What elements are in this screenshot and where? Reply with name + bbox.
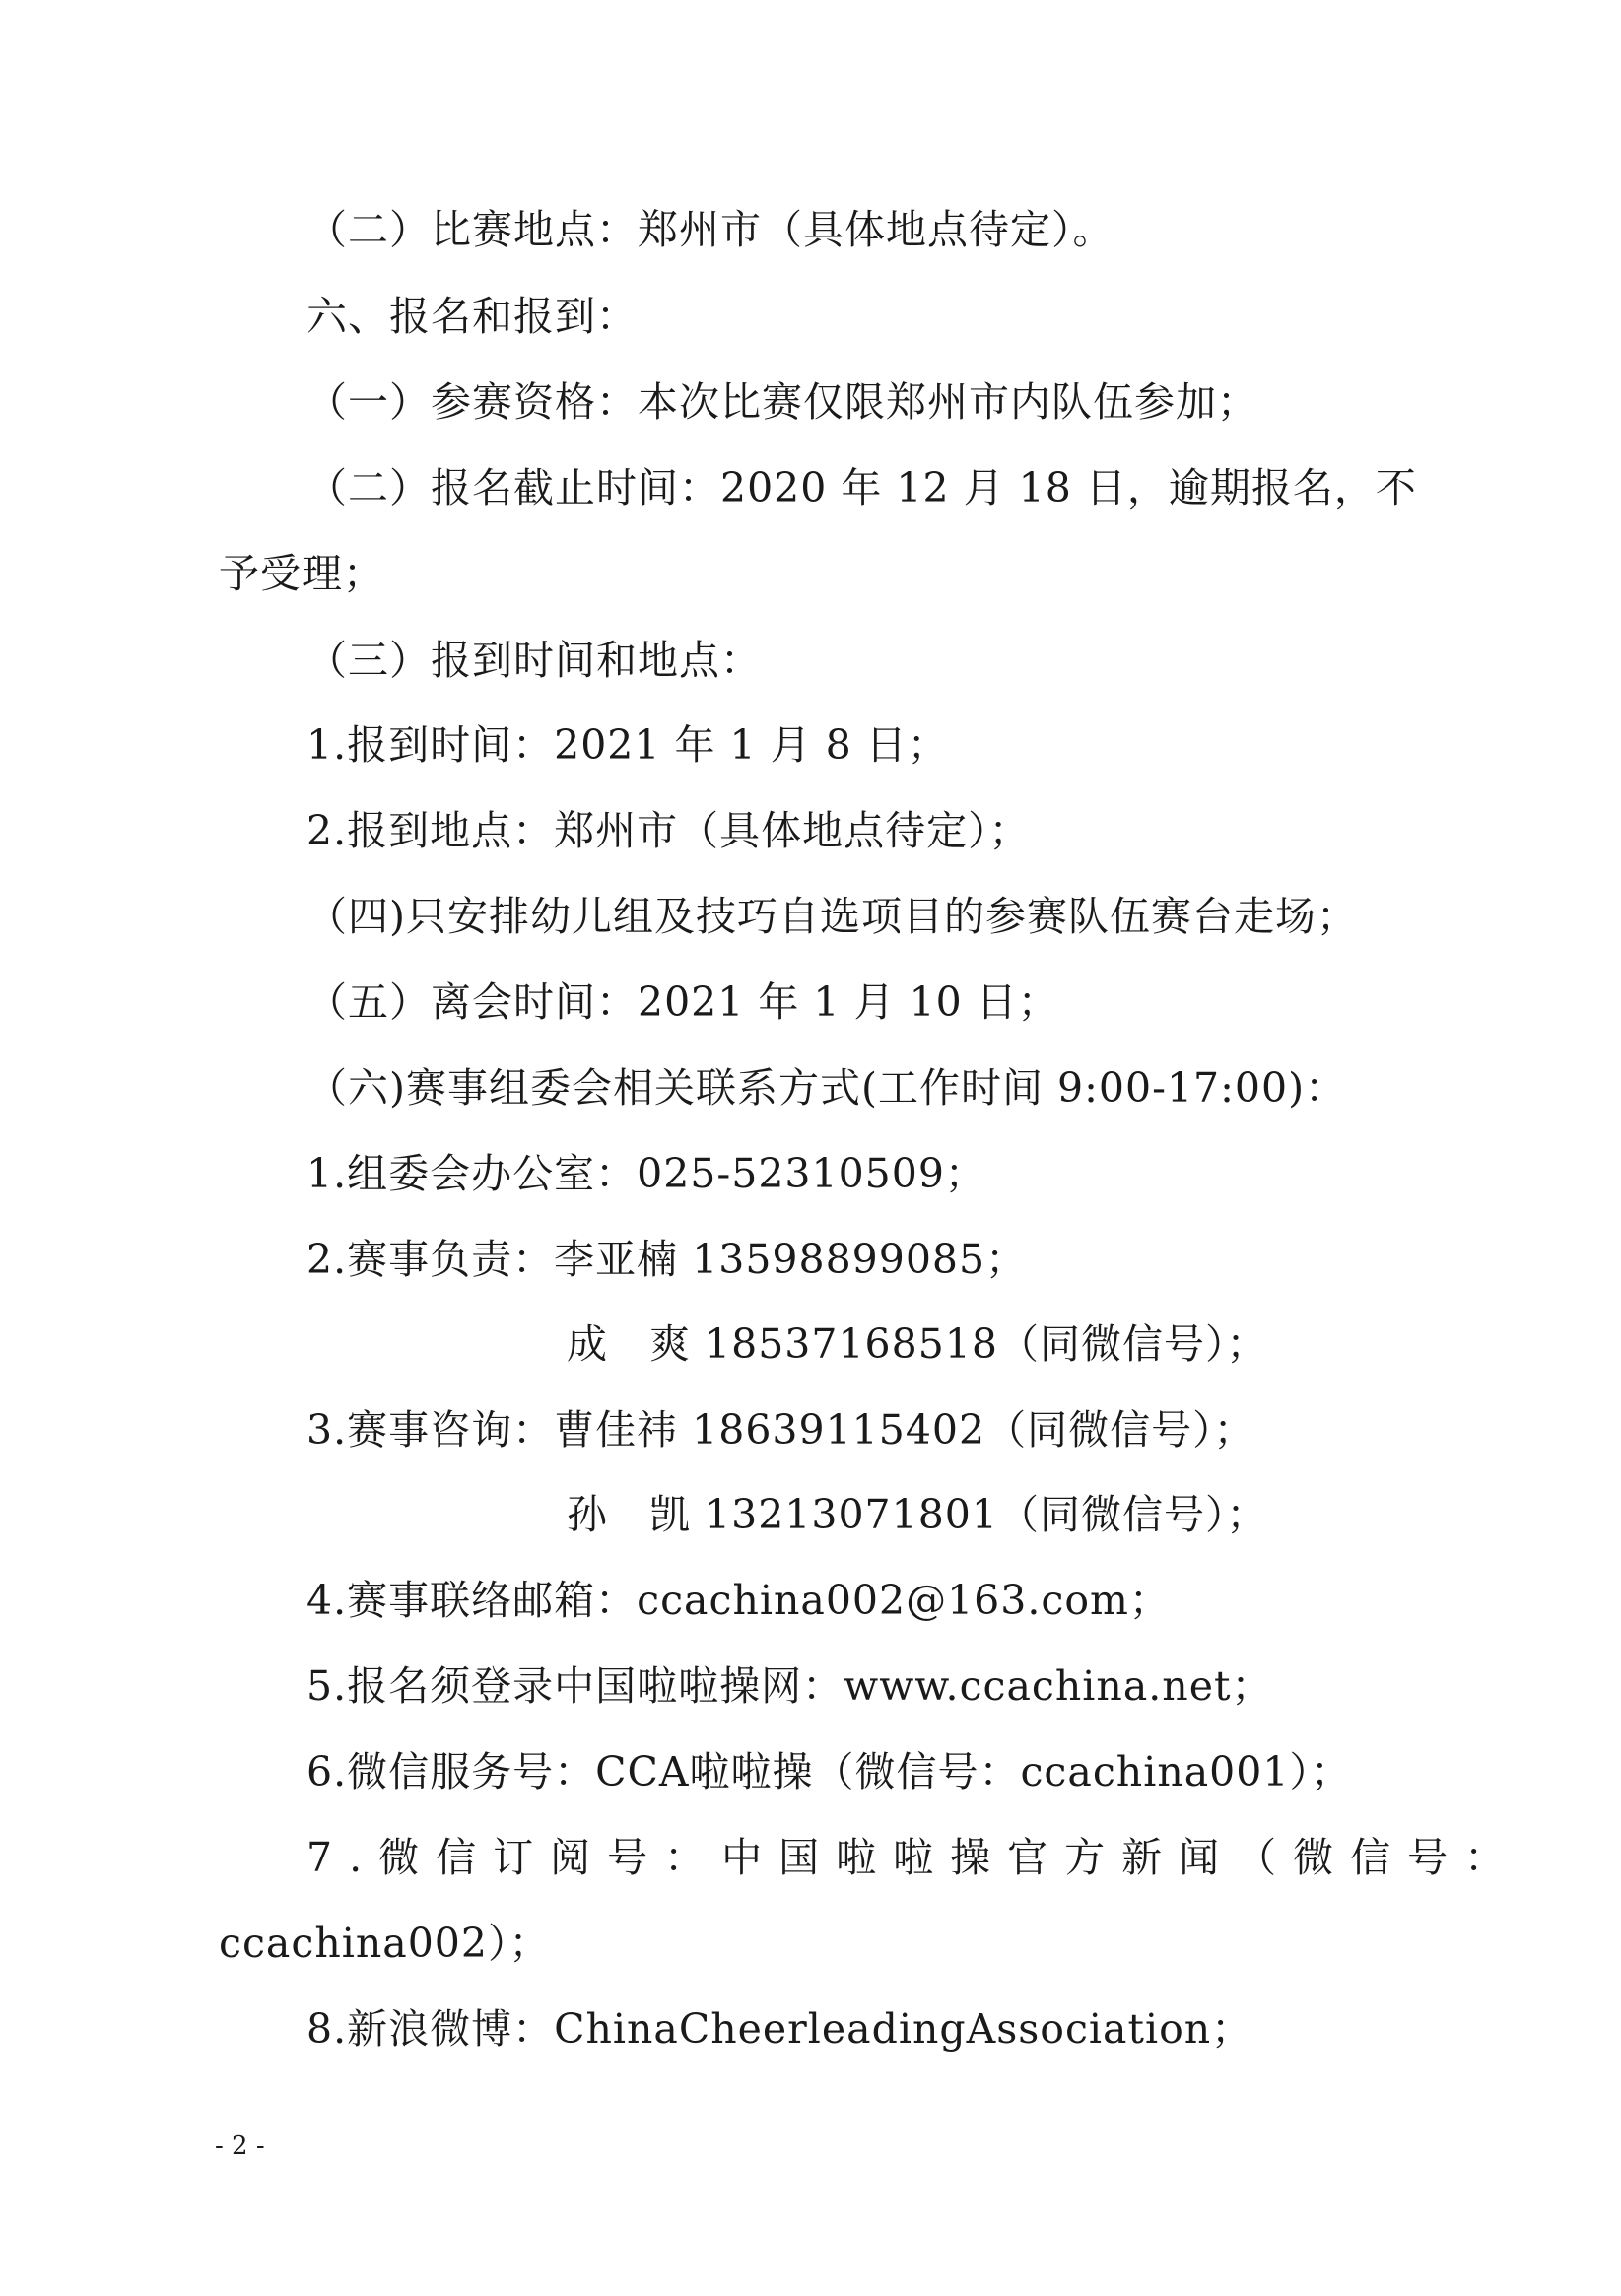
list-item-registration-website: 5.报名须登录中国啦啦操网：www.ccachina.net； [306,1662,1273,1710]
list-item-wechat-subscription: 7.微信订阅号：中国啦啦操官方新闻（微信号： [306,1834,1522,1881]
paragraph-stage-walkthrough: （四)只安排幼儿组及技巧自选项目的参赛队伍赛台走场； [306,893,1358,940]
paragraph-registration-deadline-continued: 予受理； [219,550,384,597]
paragraph-competition-venue: （二）比赛地点：郑州市（具体地点待定）。 [306,206,1114,253]
paragraph-registration-deadline: （二）报名截止时间：2020 年 12 月 18 日，逾期报名，不 [306,464,1417,511]
section-heading-registration: 六、报名和报到： [306,293,638,340]
list-item-checkin-place: 2.报到地点：郑州市（具体地点待定）； [306,807,1031,854]
list-item-office-phone: 1.组委会办公室：025-52310509； [306,1150,986,1197]
paragraph-checkin-time-place: （三）报到时间和地点： [306,637,762,684]
paragraph-contact-info: （六)赛事组委会相关联系方式(工作时间 9:00-17:00)： [306,1064,1347,1112]
list-item-weibo: 8.新浪微博：ChinaCheerleadingAssociation； [306,2005,1253,2053]
list-item-event-inquiry-second: 孙 凯 13213071801（同微信号）； [567,1491,1268,1538]
list-item-event-inquiry: 3.赛事咨询：曹佳祎 18639115402（同微信号）； [306,1406,1255,1453]
list-item-event-lead: 2.赛事负责：李亚楠 13598899085； [306,1236,1028,1283]
list-item-wechat-service: 6.微信服务号：CCA啦啦操（微信号：ccachina001）； [306,1748,1352,1795]
list-item-contact-email: 4.赛事联络邮箱：ccachina002@163.com； [306,1577,1171,1624]
list-item-checkin-time: 1.报到时间：2021 年 1 月 8 日； [306,721,949,769]
list-item-event-lead-second: 成 爽 18537168518（同微信号）； [567,1320,1268,1368]
paragraph-eligibility: （一）参赛资格：本次比赛仅限郑州市内队伍参加； [306,378,1258,426]
list-item-wechat-subscription-continued: ccachina002）； [219,1920,551,1967]
page-number: - 2 - [215,2131,265,2161]
paragraph-departure-time: （五）离会时间：2021 年 1 月 10 日； [306,979,1059,1026]
